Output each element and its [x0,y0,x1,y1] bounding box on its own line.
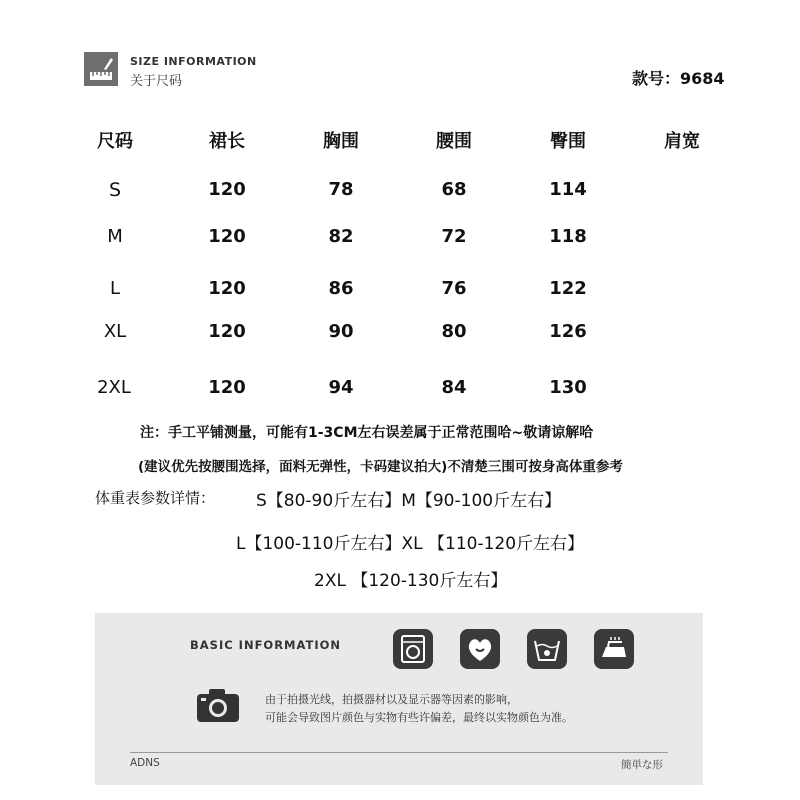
table-row [0,317,800,347]
washing-machine-icon [393,629,433,669]
table-cell: 94 [328,377,354,398]
table-cell: 122 [549,278,587,299]
size-information-subtitle: 关于尺码 [130,74,183,89]
column-header: 肩宽 [664,131,700,152]
table-cell: 120 [208,321,246,342]
footer-brand: ADNS [130,757,160,769]
table-cell: 120 [208,377,246,398]
table-cell: 118 [549,226,587,247]
table-row [0,373,800,403]
table-cell: 90 [328,321,354,342]
weight-line: L【100-110斤左右】XL 【110-120斤左右】 [236,534,585,554]
weight-line: 2XL 【120-130斤左右】 [314,571,508,591]
camera-disclaimer-line1: 由于拍摄光线，拍摄器材以及显示器等因素的影响， [265,693,518,706]
table-cell: 78 [328,179,354,200]
weight-line: S【80-90斤左右】M【90-100斤左右】 [256,491,562,511]
basic-information-title: BASIC INFORMATION [190,638,342,652]
table-cell: 130 [549,377,587,398]
size-information-title: SIZE INFORMATION [130,55,257,68]
iron-icon [594,629,634,669]
size-ruler-icon [84,52,118,86]
camera-icon [195,686,241,724]
size-advice-note: (建议优先按腰围选择，面料无弹性，卡码建议拍大)不清楚三围可按身高体重参考 [138,459,623,475]
table-cell: 84 [441,377,467,398]
column-header: 臀围 [550,131,586,152]
table-cell: 114 [549,179,587,200]
table-cell: 120 [208,278,246,299]
size-cell: M [107,226,123,247]
water-temperature-icon [527,629,567,669]
table-cell: 80 [441,321,467,342]
column-header: 尺码 [97,131,133,152]
table-row [0,175,800,205]
size-cell: 2XL [97,377,131,398]
camera-disclaimer-line2: 可能会导致图片颜色与实物有些许偏差，最终以实物颜色为准。 [265,711,573,724]
footer-divider [130,752,668,753]
size-cell: S [108,179,122,201]
size-cell: XL [103,321,127,342]
style-number: 款号：9684 [632,69,725,88]
table-row [0,274,800,304]
table-row [0,222,800,252]
table-cell: 72 [441,226,467,247]
table-cell: 86 [328,278,354,299]
table-cell: 126 [549,321,587,342]
footer-slogan: 簡単な形 [621,759,663,771]
column-header: 腰围 [436,131,472,152]
table-cell: 68 [441,179,467,200]
table-cell: 82 [328,226,354,247]
size-cell: L [109,278,121,299]
table-cell: 76 [441,278,467,299]
table-cell: 120 [208,226,246,247]
table-cell: 120 [208,179,246,200]
hand-wash-icon [460,629,500,669]
weight-table-label: 体重表参数详情： [95,489,216,507]
table-header-row [0,127,800,157]
measurement-note: 注：手工平铺测量，可能有1-3CM左右误差属于正常范围哈~敬请谅解哈 [140,425,594,441]
column-header: 裙长 [209,131,245,152]
column-header: 胸围 [323,131,359,152]
